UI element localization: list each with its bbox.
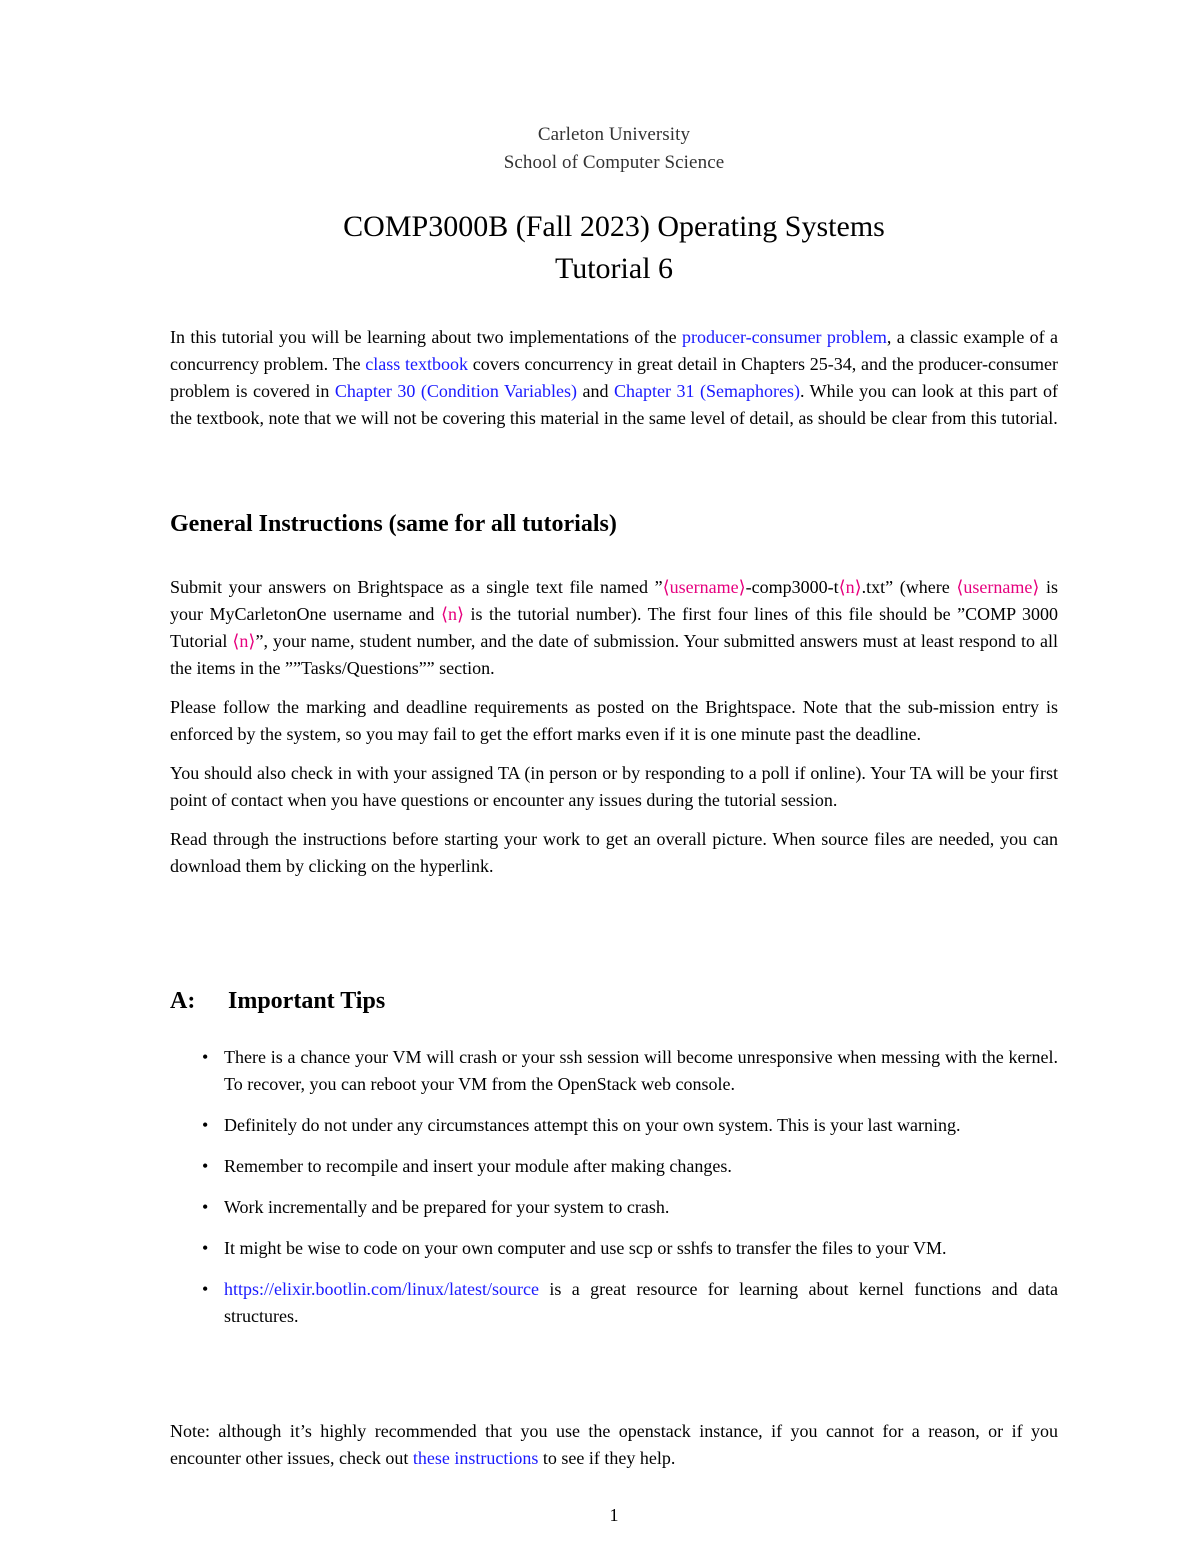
paragraph-text: .txt” (where — [861, 577, 957, 597]
n-placeholder: ⟨n⟩ — [440, 604, 464, 624]
bullet-icon: • — [202, 1197, 209, 1217]
class-textbook-link[interactable]: class textbook — [365, 354, 469, 374]
paragraph-text: is your MyCarletonOne username and — [170, 577, 1058, 624]
deadline-paragraph: Please follow the marking and deadline requirements as posted on the Brightspace. Note that the sub-mission entry is enforced by the system, so you may fail to get the effort marks even if it is one minute past the deadline. — [170, 697, 1058, 744]
bullet-icon: • — [202, 1238, 209, 1258]
list-item — [170, 1235, 1058, 1262]
university-name: Carleton University — [537, 124, 691, 145]
list-item — [170, 1112, 1058, 1139]
institution-header — [170, 121, 1058, 177]
list-item — [170, 1044, 1058, 1098]
note-text: to see if they help. — [538, 1448, 676, 1468]
school-name: School of Computer Science — [503, 152, 725, 173]
intro-paragraph — [170, 324, 1058, 432]
section-number: A: — [170, 988, 196, 1014]
bullet-icon: • — [202, 1047, 209, 1067]
intro-text: covers concurrency in great detail in Chapters 25-34, and the producer-consumer problem is covered in — [170, 354, 1058, 401]
tutorial-title: Tutorial 6 — [554, 252, 674, 285]
paragraph-text: -comp3000-t — [745, 577, 839, 597]
paragraph-text: is the tutorial number). The first four lines of this file should be ”COMP 3000 Tutorial — [170, 604, 1058, 651]
ta-paragraph: You should also check in with your assigned TA (in person or by responding to a poll if online). Your TA will be your first point of contact when you have questions or encounter any issues during the tutorial session. — [170, 763, 1058, 810]
chapter-31-link[interactable]: Chapter 31 (Semaphores) — [614, 381, 800, 401]
bullet-icon: • — [202, 1279, 209, 1299]
paragraph-text: ”, your name, student number, and the date of submission. Your submitted answers must at least respond to all the items in the ””Tasks/Questions”” section. — [170, 631, 1058, 678]
note-paragraph — [170, 1418, 1058, 1472]
list-item-text: There is a chance your VM will crash or your ssh session will become unresponsive when messing with the kernel. To recover, you can reboot your VM from the OpenStack web console. — [224, 1047, 1058, 1094]
chapter-30-link[interactable]: Chapter 30 (Condition Variables) — [334, 381, 578, 401]
elixir-bootlin-link[interactable]: https://elixir.bootlin.com/linux/latest/source — [224, 1279, 539, 1299]
list-item-text: is a great resource for learning about kernel functions and data structures. — [224, 1279, 1058, 1326]
n-placeholder: ⟨n⟩ — [838, 577, 862, 597]
submission-paragraph — [170, 574, 1058, 682]
list-item-text: It might be wise to code on your own computer and use scp or sshfs to transfer the files to your VM. — [224, 1238, 947, 1258]
these-instructions-link[interactable]: these instructions — [412, 1448, 539, 1468]
list-item — [170, 1276, 1058, 1330]
general-instructions-heading: General Instructions (same for all tutorials) — [170, 511, 617, 537]
read-through-paragraph: Read through the instructions before starting your work to get an overall picture. When source files are needed, you can download them by clicking on the hyperlink. — [170, 829, 1058, 876]
list-item-text: Definitely do not under any circumstances attempt this on your own system. This is your last warning. — [224, 1115, 961, 1135]
page-number: 1 — [609, 1505, 619, 1525]
note-text: Note: although it’s highly recommended that you use the openstack instance, if you cannot for a reason, or if you encounter other issues, check out — [170, 1421, 1058, 1468]
section-title: Important Tips — [228, 988, 386, 1014]
intro-text: . While you can look at this part of the textbook, note that we will not be covering this material in the same level of detail, as should be clear from this tutorial. — [170, 381, 1058, 428]
list-item — [170, 1153, 1058, 1180]
course-title: COMP3000B (Fall 2023) Operating Systems — [343, 210, 885, 243]
tips-list — [170, 1044, 1058, 1344]
document-title — [170, 206, 1058, 290]
list-item-text: Remember to recompile and insert your module after making changes. — [224, 1156, 732, 1176]
bullet-icon: • — [202, 1156, 209, 1176]
username-placeholder: ⟨username⟩ — [956, 577, 1040, 597]
intro-text: In this tutorial you will be learning about two implementations of the — [170, 327, 682, 347]
list-item-text: Work incrementally and be prepared for your system to crash. — [224, 1197, 670, 1217]
intro-text: and — [577, 381, 615, 401]
paragraph-text: Submit your answers on Brightspace as a single text file named ” — [170, 577, 663, 597]
intro-text: , a classic example of a concurrency problem. The — [170, 327, 1058, 374]
important-tips-heading — [170, 985, 385, 1017]
n-placeholder: ⟨n⟩ — [232, 631, 256, 651]
general-instructions-body — [170, 574, 1058, 892]
producer-consumer-link[interactable]: producer-consumer problem — [681, 327, 887, 347]
username-placeholder: ⟨username⟩ — [662, 577, 746, 597]
bullet-icon: • — [202, 1115, 209, 1135]
list-item — [170, 1194, 1058, 1221]
